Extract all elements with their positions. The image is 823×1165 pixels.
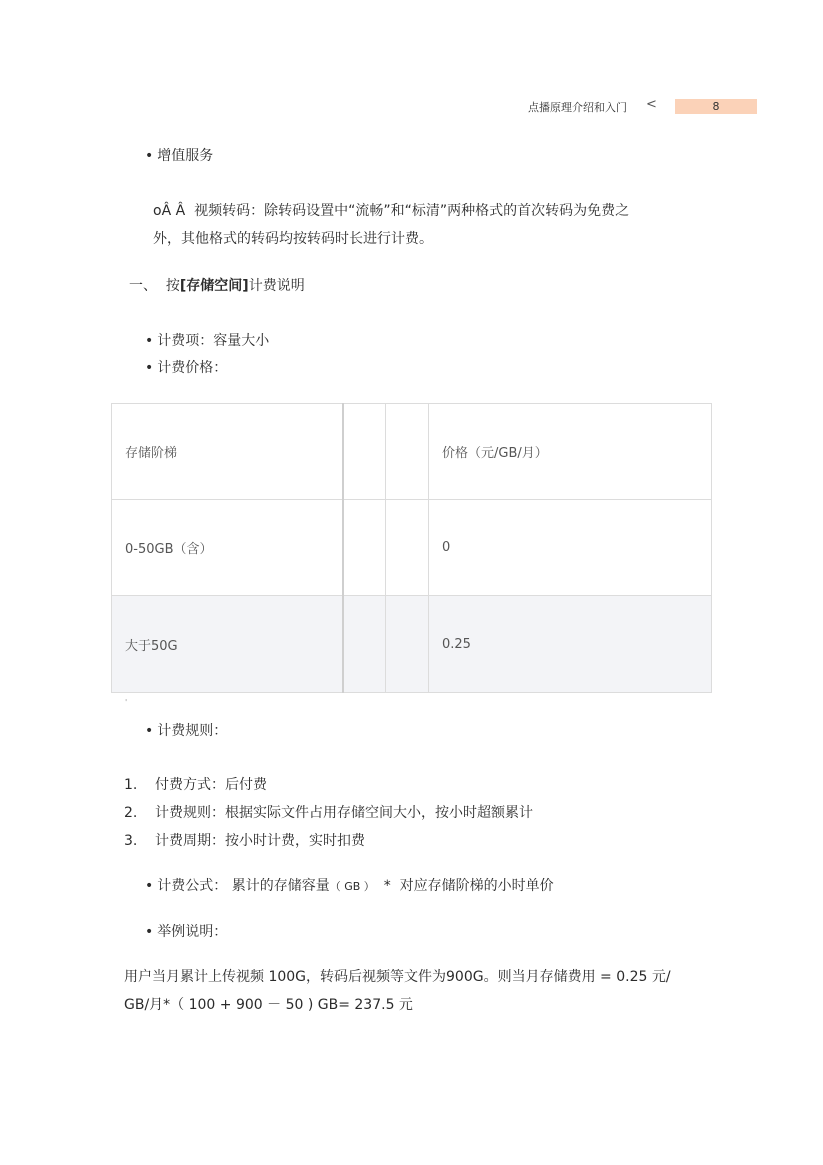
list-text: 计费规则：根据实际文件占用存储空间大小，按小时超额累计 [155,805,533,821]
table-row [112,596,712,693]
example-bullet [145,921,227,941]
header-title: 点播原理介绍和入门 [528,101,627,114]
table-header-cell [386,404,429,500]
list-text: 付费方式：后付费 [155,777,267,793]
page-number-badge: 8 [675,99,757,114]
table-cell [386,500,429,596]
billing-price-text: 计费价格： [157,360,228,376]
transcode-text-1: 视频转码：除转码设置中“流畅”和“标清”两种格式的首次转码为免费之 [194,203,630,219]
section-heading [129,275,305,295]
back-arrow-icon[interactable]: < [646,97,657,112]
formula-part2: 对应存储阶梯的小时单价 [399,878,554,894]
list-number: 2. [124,805,138,821]
table-cell: 0-50GB（含） [112,500,343,596]
list-item [124,830,365,850]
list-number: 1. [124,777,138,793]
table-row [112,500,712,596]
billing-item-bullet [145,330,269,350]
tiny-mark: ' [125,698,128,707]
table-cell [343,500,386,596]
billing-rules-bullet [145,720,227,740]
transcode-line-1 [153,200,629,220]
list-number: 3. [124,833,138,849]
list-item [124,774,267,794]
formula-star: * [383,878,391,894]
table-cell [386,596,429,693]
section-suffix: 计费说明 [248,278,305,294]
formula-unit: （ GB ） [329,880,375,893]
table-cell [343,596,386,693]
value-added-label: 增值服务 [157,148,214,164]
value-added-bullet-item [145,145,213,165]
example-line-2: GB/月*（ 100 + 900 － 50 ) GB= 237.5 元 [124,997,413,1013]
bullet-dot-icon: • [145,148,154,164]
example-label: 举例说明： [157,924,228,940]
table-header-row [112,404,712,500]
table-header-cell: 存储阶梯 [112,404,343,500]
formula-part1: 累计的存储容量 [231,878,330,894]
example-line-1: 用户当月累计上传视频 100G，转码后视频等文件为900G。则当月存储费用 = 0.25 元/ [124,969,671,985]
bullet-dot-icon: • [145,924,154,940]
sub-bullet-marker: oÂ Â [153,203,186,219]
billing-item-text: 计费项：容量大小 [157,333,270,349]
list-item [124,802,533,822]
formula-bullet [145,875,554,895]
section-bold: [存储空间] [179,278,249,294]
bullet-dot-icon: • [145,360,154,376]
table-cell: 大于50G [112,596,343,693]
section-number: 一、 [129,278,157,294]
table-cell: 0 [429,500,712,596]
bullet-dot-icon: • [145,878,154,894]
formula-label: 计费公式： [157,878,228,894]
table-header-cell: 价格（元/GB/月） [429,404,712,500]
bullet-dot-icon: • [145,723,154,739]
storage-price-table [111,403,712,693]
billing-price-bullet [145,357,227,377]
billing-rules-label: 计费规则： [157,723,228,739]
list-text: 计费周期：按小时计费，实时扣费 [155,833,365,849]
table-header-cell [343,404,386,500]
section-prefix: 按 [165,278,180,294]
transcode-line-2: 外，其他格式的转码均按转码时长进行计费。 [153,231,433,247]
table-cell: 0.25 [429,596,712,693]
bullet-dot-icon: • [145,333,154,349]
